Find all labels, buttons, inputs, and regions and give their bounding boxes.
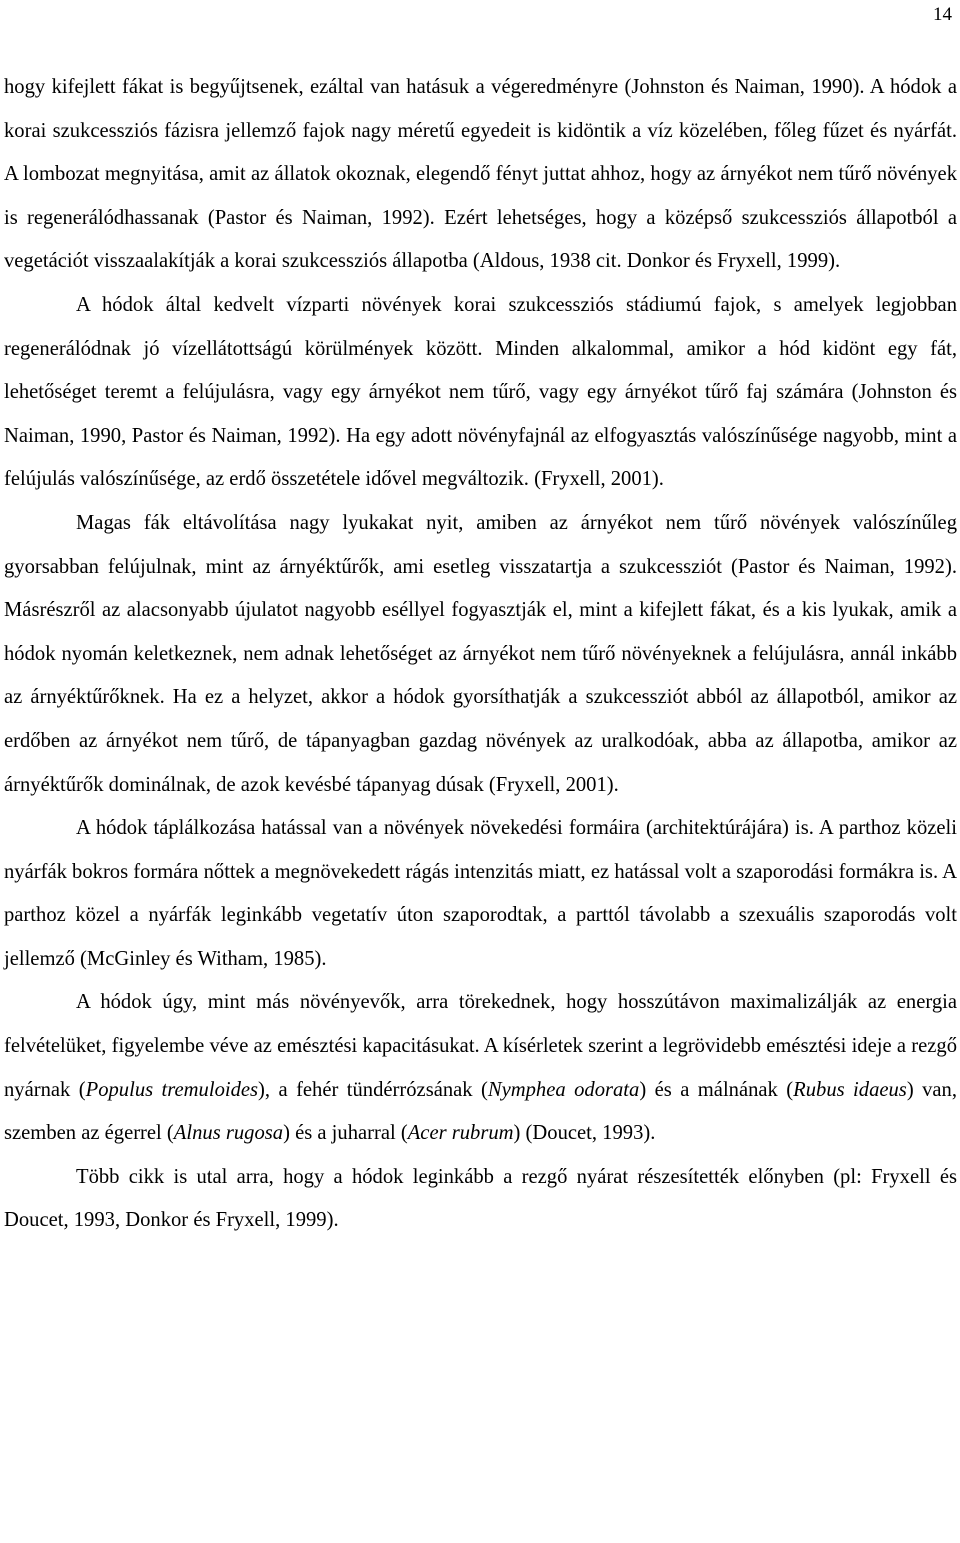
paragraph-5-text: ) (Doucet, 1993).: [513, 1122, 656, 1145]
paragraph-2: A hódok által kedvelt vízparti növények korai szukcessziós stádiumú fajok, s amelyek legjobban regenerálódnak jó vízellátottságú körülmények között. Minden alkalommal, amikor a hód kidönt egy fát, lehetőséget teremt a felújulásra, vagy egy árnyékot nem tűrő, vagy egy árnyékot tűrő faj számára (Johnston és Naiman, 1990, Pastor és Naiman, 1992). Ha egy adott növényfajnál az elfogyasztás valószínűsége nagyobb, mint a felújulás valószínűsége, az erdő összetétele idővel megváltozik. (Fryxell, 2001).: [4, 293, 957, 491]
paragraph-6: Több cikk is utal arra, hogy a hódok leginkább a rezgő nyárat részesítették előnyben (pl: Fryxell és Doucet, 1993, Donkor és Fryxell, 1999).: [4, 1165, 957, 1232]
species-name: Rubus idaeus: [793, 1078, 907, 1101]
body-text: [4, 66, 957, 1243]
paragraph-5: [4, 981, 957, 1155]
paragraph-5-text: ), a fehér tündérrózsának (: [258, 1078, 488, 1101]
paragraph-4: A hódok táplálkozása hatással van a növények növekedési formáira (architektúrájára) is. A parthoz közeli nyárfák bokros formára nőttek a megnövekedett rágás intenzitás miatt, ez hatással volt a szaporodási formákra is. A parthoz közel a nyárfák leginkább vegetatív úton szaporodtak, a parttól távolabb a szexuális szaporodás volt jellemző (McGinley és Witham, 1985).: [4, 817, 957, 970]
paragraph-5-text: ) és a málnának (: [639, 1078, 794, 1101]
species-name: Populus tremuloides: [85, 1078, 259, 1101]
paragraph-1: hogy kifejlett fákat is begyűjtsenek, ezáltal van hatásuk a végeredményre (Johnston és Naiman, 1990). A hódok a korai szukcessziós fázisra jellemző fajok nagy méretű egyedeit is kidöntik a víz közelében, főleg fűzet és nyárfát. A lombozat megnyitása, amit az állatok okoznak, elegendő fényt juttat ahhoz, hogy az árnyékot nem tűrő növények is regenerálódhassanak (Pastor és Naiman, 1992). Ezért lehetséges, hogy a középső szukcessziós állapotból a vegetációt visszaalakítják a korai szukcessziós állapotba (Aldous, 1938 cit. Donkor és Fryxell, 1999).: [4, 76, 957, 273]
paragraph-3: Magas fák eltávolítása nagy lyukakat nyit, amiben az árnyékot nem tűrő növények valószínűleg gyorsabban felújulnak, mint az árnyéktűrők, ami esetleg visszatartja a szukcessziót (Pastor és Naiman, 1992). Másrészről az alacsonyabb újulatot nagyobb eséllyel fogyasztják el, mint a kifejlett fákat, és a kis lyukak, amik a hódok nyomán keletkeznek, nem adnak lehetőséget az árnyékot nem tűrő növényeknek a felújulásra, annál inkább az árnyéktűrőknek. Ha ez a helyzet, akkor a hódok gyorsíthatják a szukcessziót abból az állapotból, amikor az erdőben az árnyékot nem tűrő, de tápanyagban gazdag növények az uralkodóak, abba az állapotba, amikor az árnyéktűrők dominálnak, de azok kevésbé tápanyag dúsak (Fryxell, 2001).: [4, 511, 957, 796]
species-name: Nymphea odorata: [487, 1078, 640, 1101]
species-name: Alnus rugosa: [173, 1122, 284, 1145]
paragraph-5-text: ) van, szemben az égerrel (: [4, 1078, 958, 1145]
species-name: Acer rubrum: [407, 1122, 514, 1145]
paragraph-5-text: A hódok úgy, mint más növényevők, arra törekednek, hogy hosszútávon maximalizálják az energia felvételüket, figyelembe véve az emésztési kapacitásukat. A kísérletek szerint a legrövidebb emésztési ideje a rezgő nyárnak (: [4, 991, 957, 1101]
paragraph-5-text: ) és a juharral (: [283, 1122, 408, 1145]
page-number: 14: [933, 4, 952, 25]
